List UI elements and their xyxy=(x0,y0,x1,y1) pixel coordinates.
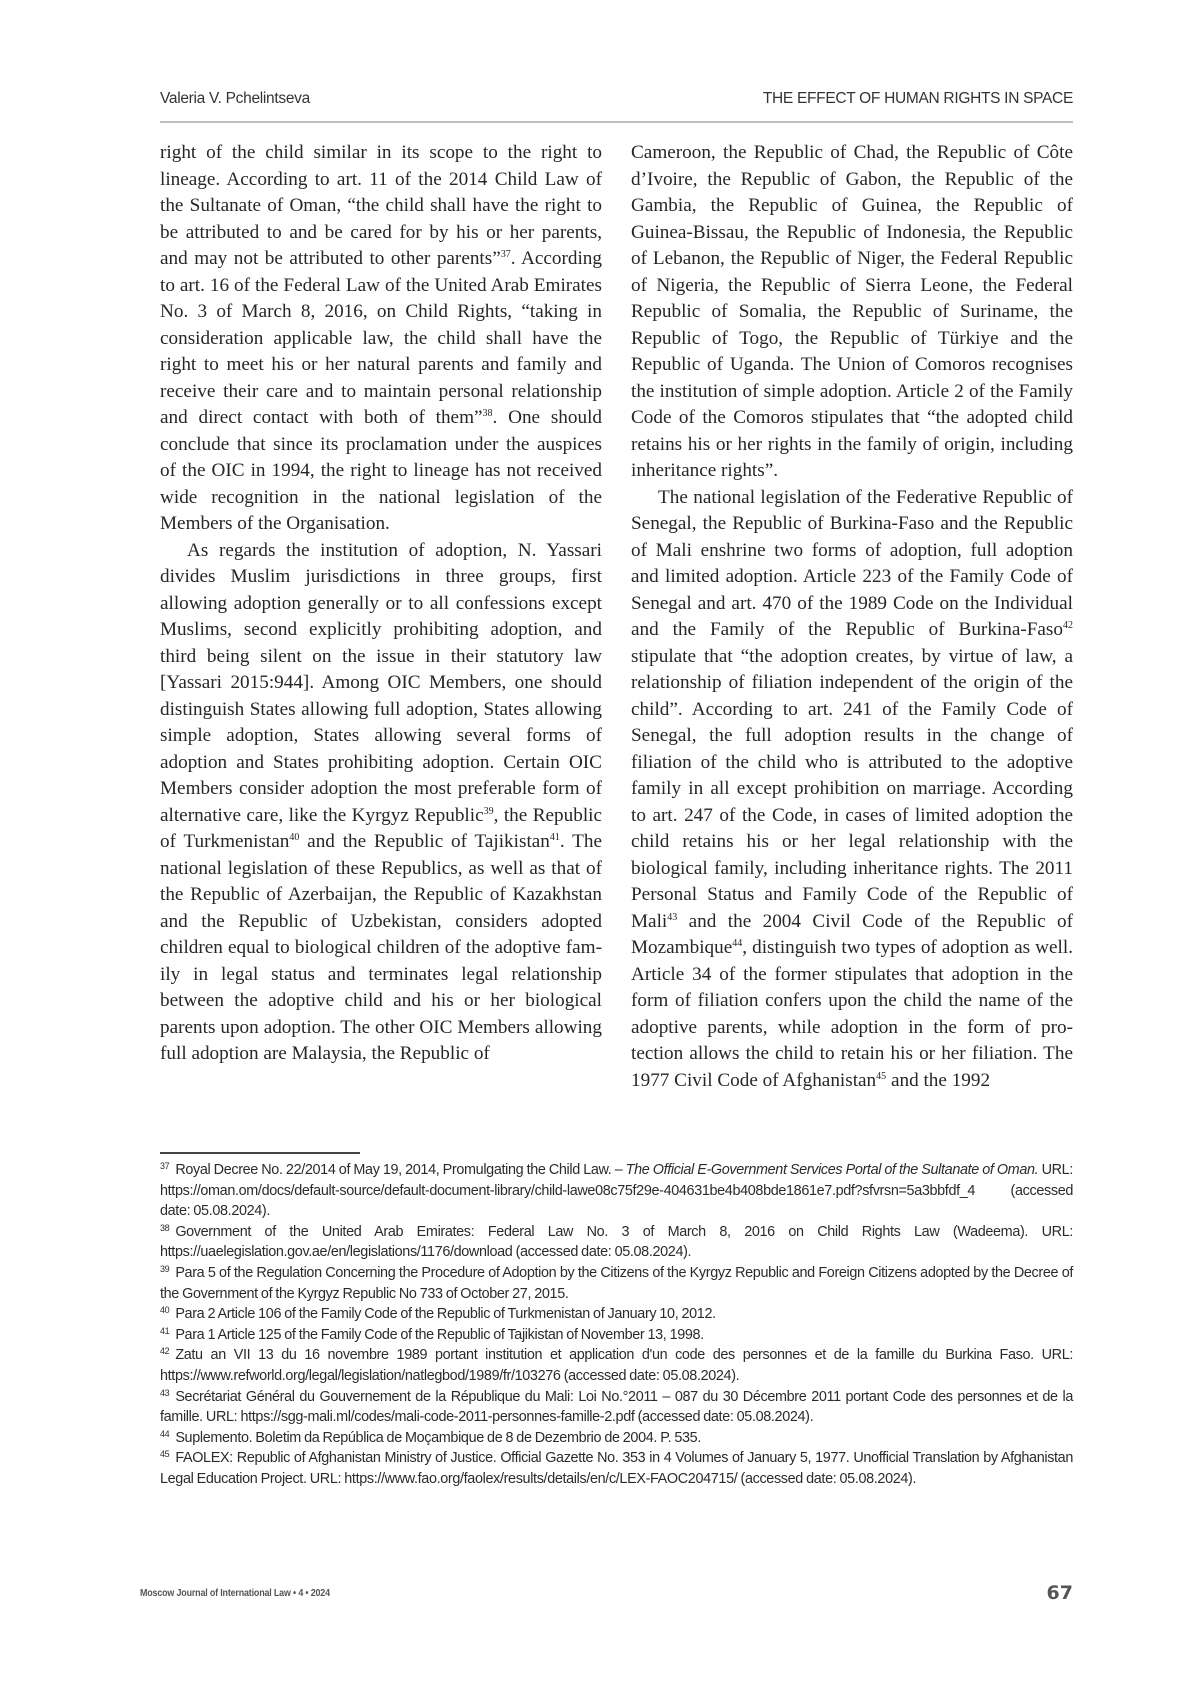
footnote-number: 41 xyxy=(160,1325,170,1336)
body-column-left xyxy=(160,140,602,1068)
body-column-right xyxy=(631,140,1073,1094)
footer-journal-name: Moscow Journal of International Law • 4 • 2024 xyxy=(140,1587,330,1599)
footnote-45: $^{45}$ FAOLEX: Republic of Afghanistan Ministry of Justice. Official Gazette No. 353 in 4 Volumes of January 5, 1977. Unofficial Translation by Afghanistan Legal Education Project. URL: https://www.fao.org/faolex/results/details/en/c/LEX-FAOC204715/ (accessed date: 05.08.2024). xyxy=(160,1449,1073,1487)
footnote-43: $^{43}$ Secrétariat Général du Gouvernement de la République du Mali: Loi No.°2011 – 087 du 30 Décembre 2011 portant Code des personnes et de la famille. URL: https://sgg-mali.ml/codes/mali-code-2011-personnes-famille-2.pdf (accessed date: 05.08.2024). xyxy=(160,1387,1073,1426)
footnote-38: $^{38}$ Government of the United Arab Emirates: Federal Law No. 3 of March 8, 2016 on Child Rights Law (Wadeema). URL: https://uaelegislation.gov.ae/en/legislations/1176/download (accessed date: 05.08.2024). xyxy=(160,1222,1073,1261)
paragraph: The national legislation of the Federative Republic of Senegal, the Republic of Burkina-Faso and the Republic of Mali enshrine two forms of adoption, full adoption and limited adoption. Article 223 of the Family Code of Senegal and art. 470 of the 1989 Code on the Individual and the Family of the Republic of Burkina-Faso$^{42}$ stipulate that “the adoption creates, by virtue of law, a relationship of filiation independent of the origin of the child”. According to art. 241 of the Family Code of Senegal, the full adoption results in the change of filiation of the child who is attributed to the adoptive family in all except prohibition on marriage. According to art. 247 of the Code, in cases of limited adoption the child retains his or her legal relationship with the biological family, including inheritance rights. The 2011 Personal Status and Family Code of the Republic of Mali$^{43}$ and the 2004 Civil Code of the Republic of Mozambique$^{44}$, distinguish two types of adoption as well. Article 34 of the former stipulates that adoption in the form of filiation confers upon the child the name of the adoptive parents, while adoption in the form of protection allows the child to retain his or her filiation. The 1977 Civil Code of Afghanistan$^{45}$ and the 1992 xyxy=(631,486,1073,1091)
paragraph: Cameroon, the Republic of Chad, the Republic of Côte d’Ivoire, the Republic of Gabon, the Republic of the Gambia, the Republic of Guinea, the Republic of Guinea-Bissau, the Republic of Indonesia, the Republic of Lebanon, the Republic of Niger, the Federal Republic of Nigeria, the Republic of Sierra Leone, the Federal Republic of Somalia, the Republic of Suriname, the Republic of Togo, the Republic of Türkiye and the Republic of Uganda. The Union of Comoros recognises the institution of simple adoption. Article 2 of the Family Code of the Comoros stipulates that “the adopted child retains his or her rights in the family of origin, including inheritance rights”. xyxy=(631,142,1073,481)
paragraph: As regards the institution of adoption, N. Yassari divides Muslim jurisdictions in three groups, first allowing adoption generally or to all confessions except Muslims, second explicitly prohibiting adoption, and third being silent on the issue in their statutory law [Yassari 2015:944]. Among OIC Members, one should distinguish States allowing full adoption, States allowing simple adoption, States allowing several forms of adoption and States prohibiting adoption. Certain OIC Members consider adoption the most preferable form of alternative care, like the Kyrgyz Republic$^{39}$, the Republic of Turkmenistan$^{40}$ and the Republic of Tajikistan$^{41}$. The national legislation of these Republics, as well as that of the Republic of Azerbaijan, the Republic of Kazakhstan and the Republic of Uzbekistan, considers adopted children equal to biological children of the adoptive family in legal status and terminates legal relationship between the adoptive child and his or her biological parents upon adoption. The other OIC Members allowing full adoption are Malaysia, the Republic of xyxy=(160,539,603,1064)
running-head-author: Valeria V. Pchelintseva xyxy=(160,90,310,107)
header-divider xyxy=(160,121,1073,123)
footnote-number: 40 xyxy=(160,1305,170,1316)
footnotes xyxy=(160,1160,1073,1490)
footnote-divider xyxy=(160,1152,360,1154)
running-head xyxy=(160,88,1073,114)
footnote-ref-39[interactable]: 39 xyxy=(483,805,494,817)
running-head-title: THE EFFECT OF HUMAN RIGHTS IN SPACE xyxy=(762,90,1073,107)
footnote-number: 45 xyxy=(160,1449,170,1460)
page-number: 67 xyxy=(1046,1582,1073,1604)
footnote-source-title: The Official E-Government Services Portal of the Sultanate of Oman. xyxy=(625,1162,1039,1178)
footnote-ref-40[interactable]: 40 xyxy=(289,832,300,843)
footnote-number: 37 xyxy=(160,1161,170,1171)
paragraph: right of the child similar in its scope to the right to lineage. According to art. 11 of the 2014 Child Law of the Sultanate of Oman, “the child shall have the right to be attributed to and be cared for by his or her parents, and may not be attributed to other parents”$^{37}$. According to art. 16 of the Federal Law of the United Arab Emirates No. 3 of March 8, 2016, on Child Rights, “taking in consideration applicable law, the child shall have the right to meet his or her natural parents and family and receive their care and to maintain personal relationship and direct contact with both of them”$^{38}$. One should conclude that since its proclamation under the auspices of the OIC in 1994, the right to lineage has not received wide recognition in the national legislation of the Members of the Organisation. xyxy=(160,142,602,534)
footnote-39: $^{39}$ Para 5 of the Regulation Concerning the Procedure of Adoption by the Citizens of the Kyrgyz Republic and Foreign Citizens adopted by the Decree of the Government of the Kyrgyz Republic No 733 of October 27, 2015. xyxy=(160,1263,1073,1302)
footnote-number: 44 xyxy=(160,1428,170,1439)
footnote-ref-44[interactable]: 44 xyxy=(732,938,743,949)
footnote-41: $^{41}$ Para 1 Article 125 of the Family Code of the Republic of Tajikistan of November 13, 1998. xyxy=(160,1325,704,1343)
footnote-ref-43[interactable]: 43 xyxy=(667,911,678,923)
footnote-ref-38[interactable]: 38 xyxy=(482,408,493,419)
footnote-ref-41[interactable]: 41 xyxy=(549,832,560,843)
footnote-ref-45[interactable]: 45 xyxy=(876,1070,887,1082)
footnote-number: 38 xyxy=(160,1222,170,1233)
footnote-40: $^{40}$ Para 2 Article 106 of the Family Code of the Republic of Turkmenistan of January 10, 2012. xyxy=(160,1305,716,1323)
footnote-42: $^{42}$ Zatu an VII 13 du 16 novembre 1989 portant institution et application d'un code des personnes et de la famille du Burkina Faso. URL: https://www.refworld.org/legal/legislation/natlegbod/1989/fr/103276 (accessed date: 05.08.2024). xyxy=(160,1346,1073,1384)
footnote-number: 42 xyxy=(160,1346,170,1357)
footnote-number: 43 xyxy=(160,1387,170,1398)
footnote-44: $^{44}$ Suplemento. Boletim da República de Moçambique de 8 de Dezembrio de 2004. P. 535. xyxy=(160,1428,701,1446)
footnote-ref-37[interactable]: 37 xyxy=(500,249,511,260)
footnote-number: 39 xyxy=(160,1263,170,1274)
footnote-ref-42[interactable]: 42 xyxy=(1063,620,1073,631)
footnote-37: $^{37}$ Royal Decree No. 22/2014 of May 19, 2014, Promulgating the Child Law. – The Official E-Government Services Portal of the Sultanate of Oman. URL: https://oman.om/docs/default-source/default-document-library/child-lawe08c75f29e-404631be4b408bde1861e7.pdf?sfvrsn=5a3bbfdf_4 (accessed date: 05.08.2024). xyxy=(160,1161,1073,1220)
